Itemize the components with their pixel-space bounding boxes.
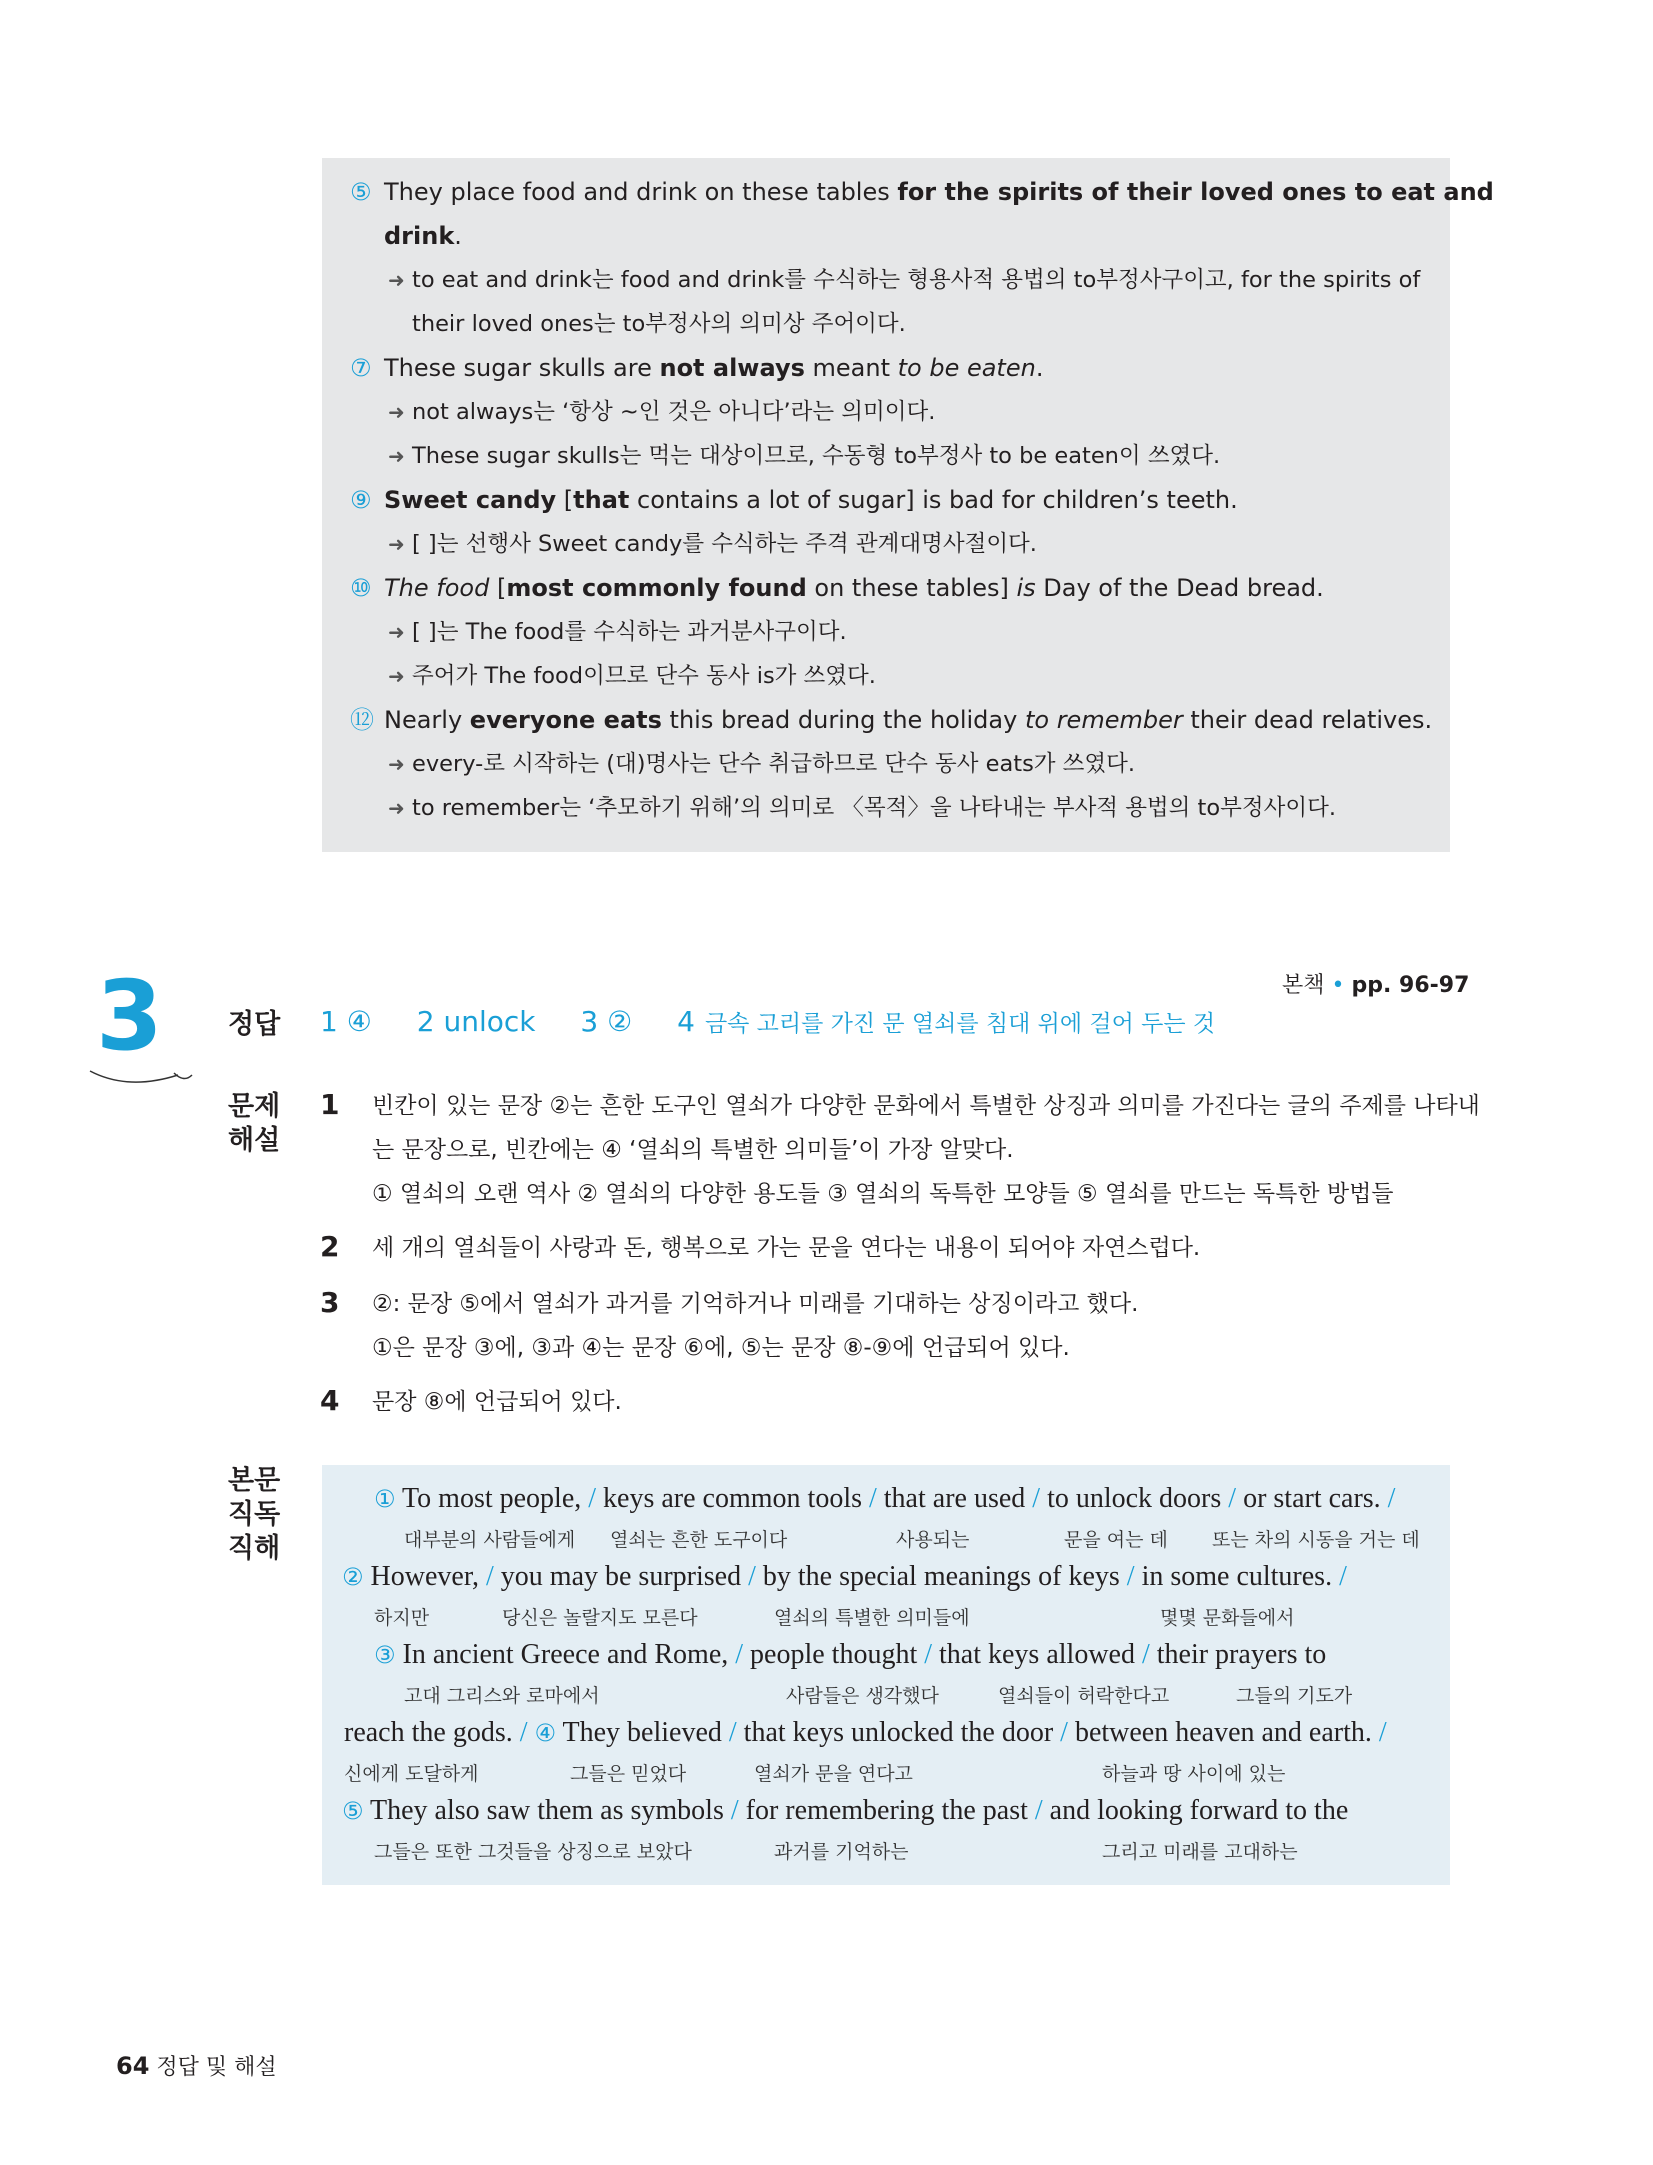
sentence-number: ⑤: [350, 178, 372, 206]
sentence-number: ⑨: [350, 486, 372, 514]
note-9-1: ➜ [ ]는 선행사 Sweet candy를 수식하는 주격 관계대명사절이다.: [412, 528, 1037, 560]
answer-label: 정답: [228, 1009, 281, 1040]
gloss: 그들의 기도가: [1236, 1685, 1353, 1707]
note-5-1: ➜ to eat and drink는 food and drink를 수식하는 형용사적 용법의 to부정사구이고, for the spirits of: [412, 264, 1420, 296]
translation-line-3: ③ In ancient Greece and Rome, / people thought / that keys allowed / their prayers to: [374, 1639, 1327, 1670]
gloss: 문을 여는 데: [1064, 1529, 1168, 1551]
translation-line-5: ⑤ They also saw them as symbols / for remembering the past / and looking forward to the: [342, 1795, 1349, 1826]
answer-2: 2 unlock: [416, 1005, 536, 1038]
sentence-number: ⑫: [350, 706, 374, 734]
grammar-notes-box: [322, 158, 1494, 852]
question-number: 1: [320, 1088, 340, 1121]
arrow-icon: ➜: [388, 620, 405, 644]
gloss: 열쇠들이 허락한다고: [998, 1685, 1170, 1707]
answer-4: 4 금속 고리를 가진 문 열쇠를 침대 위에 걸어 두는 것: [677, 1005, 1216, 1038]
gloss: 또는 차의 시동을 거는 데: [1212, 1529, 1420, 1551]
gloss: 하늘과 땅 사이에 있는: [1102, 1763, 1286, 1785]
question-number: 2: [320, 1230, 340, 1263]
explanation-2-line-1: 세 개의 열쇠들이 사랑과 돈, 행복으로 가는 문을 연다는 내용이 되어야 자연스럽다.: [372, 1235, 1201, 1261]
gloss: 하지만: [374, 1607, 430, 1629]
gloss: 사람들은 생각했다: [786, 1685, 939, 1707]
arrow-icon: ➜: [388, 664, 405, 688]
note-10-1: ➜ [ ]는 The food를 수식하는 과거분사구이다.: [412, 616, 847, 648]
gloss: 그들은 믿었다: [570, 1763, 687, 1785]
note-7-2: ➜ These sugar skulls는 먹는 대상이므로, 수동형 to부정사 to be eaten이 쓰였다.: [412, 440, 1220, 472]
arrow-icon: ➜: [388, 268, 405, 292]
translation-line-4: reach the gods. / ④ They believed / that keys unlocked the door / between heaven and earth. /: [344, 1717, 1387, 1748]
gloss: 열쇠는 흔한 도구이다: [610, 1529, 788, 1551]
explanation-label: 문제 해설: [228, 1091, 281, 1156]
gloss: 그리고 미래를 고대하는: [1102, 1841, 1298, 1863]
answer-3: 3 ②: [580, 1005, 633, 1038]
arrow-icon: ➜: [388, 444, 405, 468]
gloss: 당신은 놀랄지도 모른다: [502, 1607, 698, 1629]
explanation-1-line-1: 빈칸이 있는 문장 ②는 흔한 도구인 열쇠가 다양한 문화에서 특별한 상징과 의미를 가진다는 글의 주제를 나타내: [372, 1093, 1480, 1119]
arrow-icon: ➜: [388, 400, 405, 424]
arrow-icon: ➜: [388, 796, 405, 820]
note-7-1: ➜ not always는 ‘항상 ~인 것은 아니다’라는 의미이다.: [412, 396, 935, 428]
note-12-2: ➜ to remember는 ‘추모하기 위해’의 의미로 〈목적〉을 나타내는 부사적 용법의 to부정사이다.: [412, 792, 1336, 824]
gloss: 사용되는: [896, 1529, 970, 1551]
gloss: 그들은 또한 그것들을 상징으로 보았다: [374, 1841, 692, 1863]
answer-1: 1 ④: [320, 1005, 372, 1038]
sentence-12: ⑫ Nearly everyone eats this bread during the holiday to remember their dead relatives.: [350, 706, 1433, 734]
gloss: 열쇠가 문을 연다고: [754, 1763, 913, 1785]
page-footer: [116, 2050, 277, 2081]
explanation-3-line-1: ②: 문장 ⑤에서 열쇠가 과거를 기억하거나 미래를 기대하는 상징이라고 했다.: [372, 1291, 1139, 1317]
sentence-7: ⑦ These sugar skulls are not always meant to be eaten.: [350, 354, 1044, 382]
explanation-4-line-1: 문장 ⑧에 언급되어 있다.: [372, 1389, 622, 1415]
gloss: 몇몇 문화들에서: [1160, 1607, 1295, 1629]
explanation-1-line-2: 는 문장으로, 빈칸에는 ④ ‘열쇠의 특별한 의미들’이 가장 알맞다.: [372, 1137, 1014, 1163]
explanation-1-line-3: ① 열쇠의 오랜 역사 ② 열쇠의 다양한 용도들 ③ 열쇠의 독특한 모양들 ⑤ 열쇠를 만드는 독특한 방법들: [372, 1181, 1394, 1207]
sentence-10: ⑩ The food [most commonly found on these tables] is Day of the Dead bread.: [350, 574, 1324, 602]
swoosh-decoration: [88, 1061, 198, 1101]
gloss: 과거를 기억하는: [774, 1841, 909, 1863]
arrow-icon: ➜: [388, 532, 405, 556]
gloss: 신에게 도달하게: [344, 1763, 479, 1785]
page-reference: 본책 • pp. 96-97: [1282, 973, 1470, 998]
translation-line-1: ① To most people, / keys are common tools / that are used / to unlock doors / or start cars. /: [374, 1483, 1396, 1514]
gloss: 고대 그리스와 로마에서: [404, 1685, 600, 1707]
section-number-badge: [90, 960, 200, 1085]
translation-box: [322, 1465, 1450, 1885]
note-12-1: ➜ every-로 시작하는 (대)명사는 단수 취급하므로 단수 동사 eats가 쓰였다.: [412, 748, 1135, 780]
sentence-number: ⑩: [350, 574, 372, 602]
sentence-number: ⑦: [350, 354, 372, 382]
translation-line-2: ② However, / you may be surprised / by the special meanings of keys / in some cultures. /: [342, 1561, 1347, 1592]
gloss: 열쇠의 특별한 의미들에: [774, 1607, 970, 1629]
section-number: 3: [96, 960, 163, 1072]
arrow-icon: ➜: [388, 752, 405, 776]
sentence-9: ⑨ Sweet candy [that contains a lot of sugar] is bad for children’s teeth.: [350, 486, 1238, 514]
question-number: 4: [320, 1384, 340, 1417]
answer-row: [320, 1005, 1251, 1038]
question-number: 3: [320, 1286, 340, 1319]
explanation-3-line-2: ①은 문장 ③에, ③과 ④는 문장 ⑥에, ⑤는 문장 ⑧-⑨에 언급되어 있다.: [372, 1335, 1070, 1361]
note-5-1-cont: their loved ones는 to부정사의 의미상 주어이다.: [412, 311, 906, 337]
sentence-5-cont: drink.: [384, 222, 462, 250]
page-number: 64: [116, 2052, 150, 2080]
note-10-2: ➜ 주어가 The food이므로 단수 동사 is가 쓰였다.: [412, 660, 876, 692]
gloss: 대부분의 사람들에게: [404, 1529, 576, 1551]
footer-title: 정답 및 해설: [156, 2055, 277, 2080]
translation-label: 본문 직독 직해: [228, 1465, 281, 1564]
sentence-5: ⑤ They place food and drink on these tables for the spirits of their loved ones to eat and: [350, 178, 1494, 206]
